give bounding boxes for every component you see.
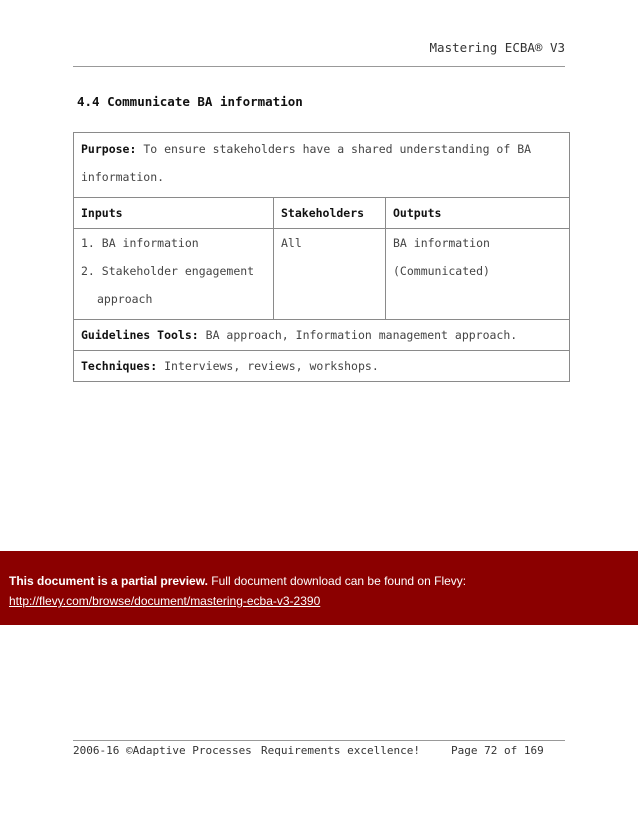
running-header-title: Mastering ECBA® V3 [429, 40, 565, 55]
inputs-cell [74, 229, 274, 320]
input-item-continuation: approach [97, 292, 153, 306]
outputs-header: Outputs [386, 198, 570, 229]
preview-message [9, 574, 466, 588]
techniques-label: Techniques: [81, 359, 158, 373]
purpose-cell [74, 133, 570, 198]
techniques-text: Interviews, reviews, workshops. [164, 359, 379, 373]
task-summary-table [73, 132, 570, 382]
footer-page-number: Page 72 of 169 [451, 744, 544, 757]
download-link[interactable]: http://flevy.com/browse/document/mastering-ecba-v3-2390 [9, 594, 321, 608]
guidelines-text: BA approach, Information management approach. [205, 328, 518, 342]
page-footer [73, 744, 544, 796]
header-divider [73, 66, 565, 67]
stakeholders-header: Stakeholders [274, 198, 386, 229]
purpose-text: To ensure stakeholders have a shared understanding of BA information. [81, 142, 532, 184]
outputs-cell [386, 229, 570, 320]
purpose-row [74, 133, 570, 198]
techniques-row [74, 351, 570, 382]
preview-text: Full document download can be found on Flevy: [211, 574, 467, 588]
inputs-header: Inputs [74, 198, 274, 229]
output-item: (Communicated) [393, 264, 490, 278]
output-item: BA information [393, 236, 490, 250]
footer-copyright: 2006-16 ©Adaptive Processes [73, 744, 252, 757]
guidelines-label: Guidelines Tools: [81, 328, 199, 342]
content-row [74, 229, 570, 320]
input-item: 1. BA information [81, 236, 199, 250]
footer-divider [73, 740, 565, 741]
stakeholders-cell: All [274, 229, 386, 320]
techniques-cell [74, 351, 570, 382]
input-item: 2. Stakeholder engagement [81, 264, 255, 278]
preview-bold-text: This document is a partial preview. [9, 574, 208, 588]
footer-tagline: Requirements excellence! [261, 744, 420, 757]
purpose-label: Purpose: [81, 142, 137, 156]
guidelines-cell [74, 320, 570, 351]
partial-preview-banner [0, 551, 638, 625]
section-heading: 4.4 Communicate BA information [77, 94, 303, 109]
column-header-row [74, 198, 570, 229]
guidelines-row [74, 320, 570, 351]
